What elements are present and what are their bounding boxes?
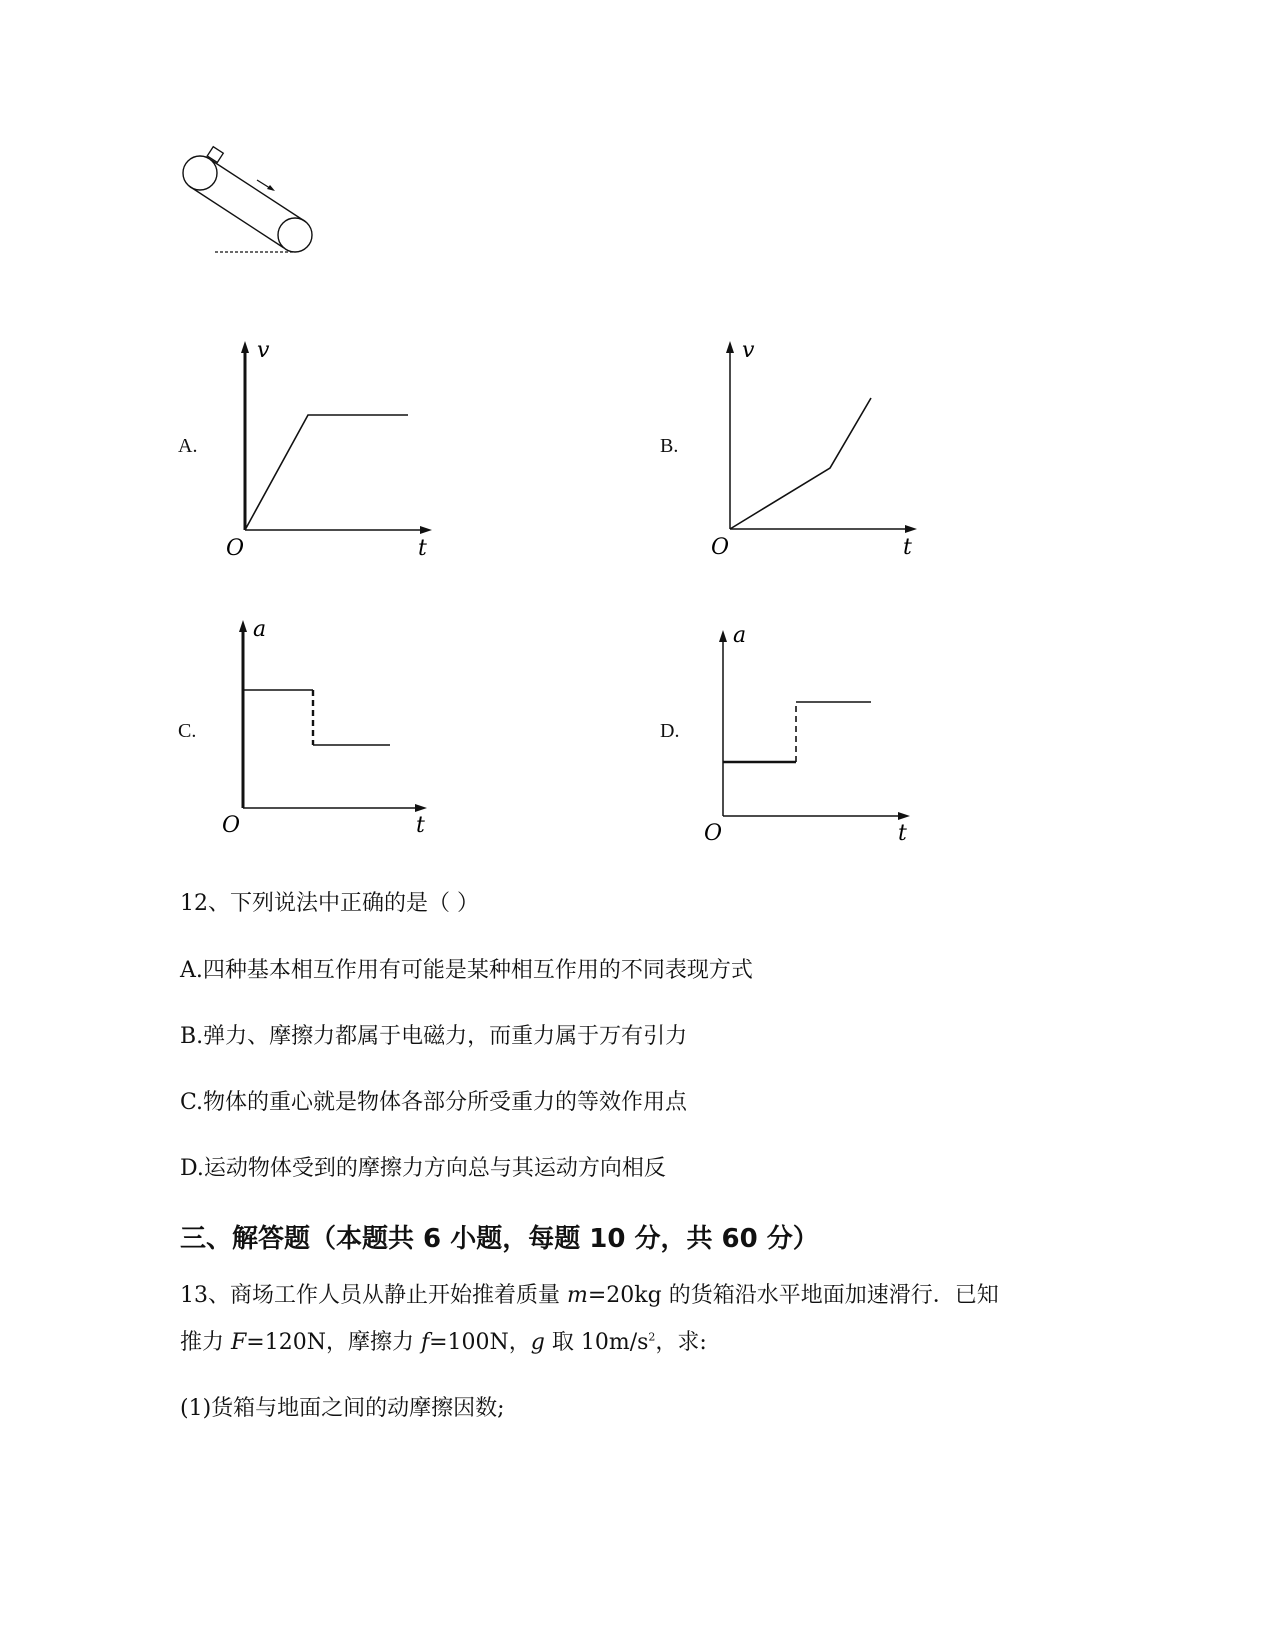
question-12-stem: 12、下列说法中正确的是（ ） [180, 891, 479, 916]
option-c-label: C. [178, 720, 197, 742]
option-d-label: D. [660, 720, 680, 742]
belt-top [211, 160, 306, 222]
x-axis-arrow [420, 526, 432, 534]
y-axis-arrow [241, 341, 249, 353]
option-b-label: B. [660, 435, 679, 457]
belt-bottom [189, 186, 284, 248]
q13-text-4: =120N，摩擦力 [246, 1330, 421, 1355]
y-axis-arrow [726, 341, 734, 353]
x-axis-label: t [418, 536, 427, 561]
x-axis-arrow [415, 804, 427, 812]
q13-text-3: 推力 [180, 1330, 231, 1355]
y-axis-label: a [253, 617, 267, 642]
x-axis-label: t [898, 821, 907, 846]
graph-c [218, 612, 448, 842]
box-on-belt [207, 147, 223, 163]
q13-var-f: f [420, 1330, 430, 1355]
question-12-option-c: C.物体的重心就是物体各部分所受重力的等效作用点 [180, 1090, 688, 1115]
x-axis-label: t [416, 813, 425, 838]
graph-a [220, 335, 450, 565]
y-axis-label: v [742, 338, 755, 363]
motion-arrow-head [267, 185, 275, 191]
y-axis-label: a [733, 623, 747, 648]
section-3-heading: 三、解答题（本题共 6 小题，每题 10 分，共 60 分） [180, 1224, 819, 1254]
q13-text-2: =20kg 的货箱沿水平地面加速滑行．已知 [587, 1283, 999, 1308]
v-t-curve [245, 415, 408, 530]
question-13-line-2 [180, 1325, 707, 1356]
x-axis-arrow [898, 812, 910, 820]
origin-label: O [226, 536, 245, 561]
q13-text-7: ，求: [655, 1330, 707, 1355]
conveyor-belt-figure [175, 140, 325, 260]
origin-label: O [222, 813, 241, 838]
question-12-option-b: B.弹力、摩擦力都属于电磁力，而重力属于万有引力 [180, 1024, 688, 1049]
y-axis-arrow [239, 620, 247, 632]
y-axis-label: v [257, 338, 270, 363]
question-13-line-1 [180, 1278, 999, 1309]
q13-var-m: m [567, 1283, 588, 1308]
origin-label: O [704, 821, 723, 846]
q13-exponent: 2 [648, 1330, 656, 1344]
graph-d [698, 620, 928, 850]
question-12-option-d: D.运动物体受到的摩擦力方向总与其运动方向相反 [180, 1156, 666, 1181]
question-12-option-a: A.四种基本相互作用有可能是某种相互作用的不同表现方式 [180, 958, 753, 983]
graph-b [705, 335, 935, 565]
origin-label: O [711, 535, 730, 560]
option-a-label: A. [178, 435, 198, 457]
q13-text-1: 13、商场工作人员从静止开始推着质量 [180, 1283, 567, 1308]
q13-var-g: g [530, 1330, 545, 1355]
x-axis-arrow [905, 525, 917, 533]
y-axis-arrow [719, 630, 727, 642]
q13-text-5: =100N， [429, 1330, 531, 1355]
v-t-curve [730, 398, 871, 529]
q13-var-F: F [231, 1330, 247, 1355]
q13-text-6: 取 10m/s [544, 1330, 649, 1355]
x-axis-label: t [903, 535, 912, 560]
question-13-sub-1: (1)货箱与地面之间的动摩擦因数; [180, 1396, 505, 1421]
